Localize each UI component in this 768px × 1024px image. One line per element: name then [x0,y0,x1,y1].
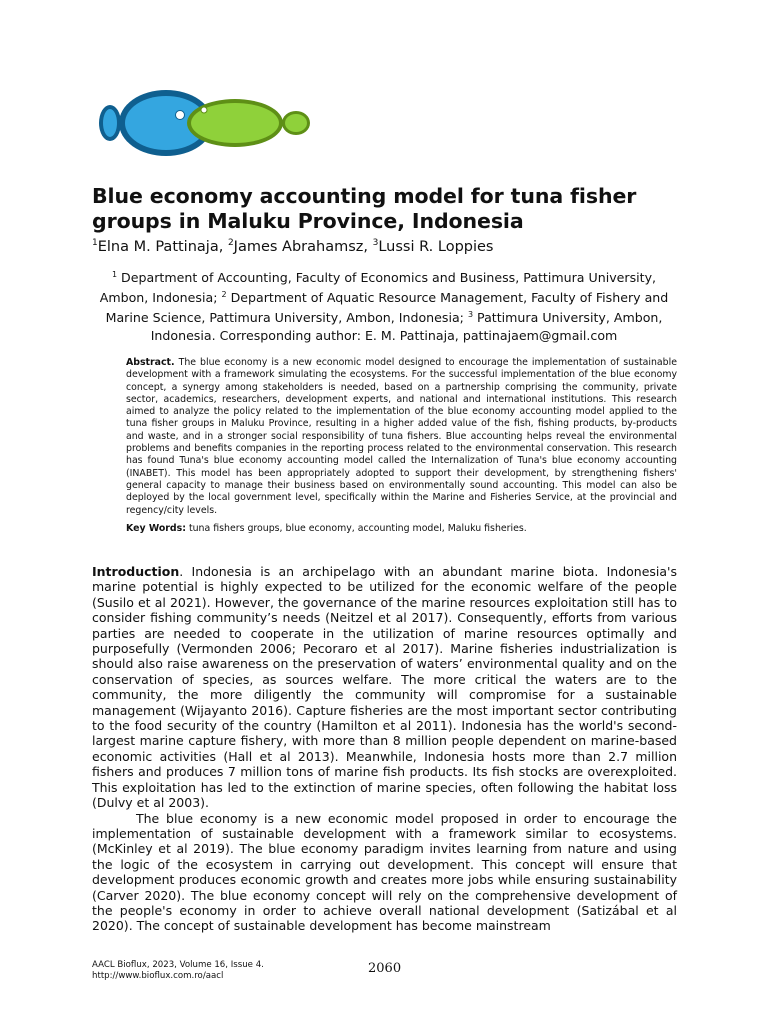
logo-fish-eye [176,111,185,120]
author-name: James Abrahamsz [233,238,364,255]
author-name: Lussi R. Loppies [378,238,494,255]
introduction-heading: Introduction [92,564,180,579]
author-name: Elna M. Pattinaja [97,238,219,255]
abstract [126,357,677,517]
footer-url: http://www.bioflux.com.ro/aacl [92,970,224,981]
article-title: Blue economy accounting model for tuna fisher groups in Maluku Province, Indonesia [92,184,637,233]
affiliations: $^1$ Department of Accounting, Faculty of Economics and Business, Pattimura University, Ambon, Indonesia; $^2$ Department of Aquatic Resource Management, Faculty of Fishery and Marine Science, Pattimura University, Ambon, Indonesia; $^3$ Pattimura University, Ambon, Indonesia. Corresponding author: E. M. Pattinaja, pattinajaem@gmail.com [99,270,669,343]
keywords [126,523,677,535]
introduction-paragraph-1: Introduction. Indonesia is an archipelago with an abundant marine biota. Indonesia's marine potential is highly expected to be utilized for the economic welfare of the people (Susilo et al 2021). However, the governance of the marine resources exploitation still has to consider fishing community’s needs (Neitzel et al 2017). Consequently, efforts from various parties are needed to cooperate in the utilization of marine resources optimally and purposefully (Vermonden 2006; Pecoraro et al 2017). Marine fisheries industrialization is should also raise awareness on the preservation of waters’ environmental quality and on the conservation of species, as sources welfare. The more critical the waters are to the community, the more diligently the community will compromise for a sustainable management (Wijayanto 2016). Capture fisheries are the most important sector contributing to the food security of the country (Hamilton et al 2011). Indonesia has the world's second-largest marine capture fishery, with more than 8 million people dependent on marine-based economic activities (Hall et al 2013). Meanwhile, Indonesia hosts more than 2.7 million fishers and produces 7 million tons of marine fish products. Its fish stocks are overexploited. This exploitation has led to the extinction of marine species, often following the habitat loss (Dulvy et al 2003). [92,564,677,811]
abstract-text: The blue economy is a new economic model designed to encourage the implementation of sustainable development with a framework simulating the ecosystems. For the successful implementation of the blue economy concept, a synergy among stakeholders is needed, based on a partnership comprising the community, private sector, academics, researchers, development experts, and national and international institutions. This research aimed to analyze the policy related to the implementation of the blue economy accounting model applied to the tuna fisher groups in Maluku Province, resulting in a higher added value of the fish, fishing products, by-products and waste, and in a stronger social responsibility of tuna fishers. Blue accounting helps reveal the environmental problems and benefits companies in the reporting process related to the environmental conservation. This research has found Tuna's blue economy accounting model called the Internalization of Tuna's blue economy accounting (INABET). This model has been appropriately adopted to support their development, by strengthening fishers' general capacity to manage their business based on environmentally sound accounting. This model can also be deployed by the local government level, specifically within the Marine and Fisheries Service, at the provincial and regency/city levels. [126,357,677,516]
footer-citation: AACL Bioflux, 2023, Volume 16, Issue 4. [92,960,264,970]
abstract-label: Abstract. [126,357,175,368]
journal-logo [96,88,316,164]
page-footer [92,960,264,981]
introduction-section [92,564,677,934]
page-number: 2060 [368,961,402,976]
keywords-label: Key Words: [126,523,186,534]
introduction-paragraph-2: The blue economy is a new economic model proposed in order to encourage the implementation of sustainable development with a framework similar to ecosystems. (McKinley et al 2019). The blue economy paradigm invites learning from nature and using the logic of the ecosystem in carrying out development. This concept will ensure that development produces economic growth and creates more jobs while ensuring sustainability (Carver 2020). The blue economy concept will rely on the comprehensive development of the people's economy in order to achieve overall national development (Satizábal et al 2020). The concept of sustainable development has become mainstream [92,810,677,934]
keywords-text: tuna fishers groups, blue economy, accounting model, Maluku fisheries. [188,523,527,534]
author-list: $^1$Elna M. Pattinaja, $^2$James Abrahamsz, $^3$Lussi R. Loppies [92,238,494,255]
